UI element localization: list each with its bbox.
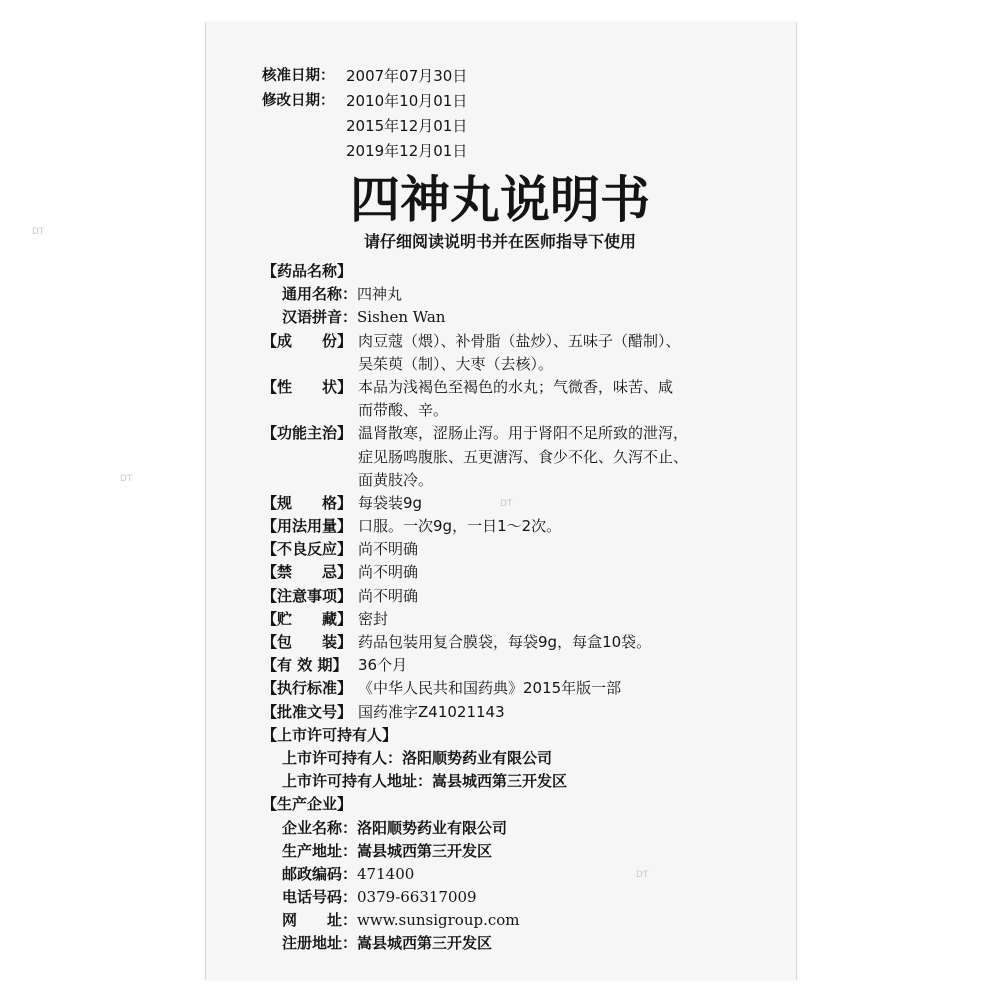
website: www.sunsigroup.com xyxy=(357,911,520,930)
approval-label: 【批准文号】 xyxy=(262,702,353,721)
holder-address: 嵩县城西第三开发区 xyxy=(432,772,568,791)
packaging-value: 药品包装用复合膜袋，每袋9g，每盒10袋。 xyxy=(358,633,652,651)
holder-name: 洛阳顺势药业有限公司 xyxy=(402,748,553,767)
usage-label: 【用法用量】 xyxy=(262,517,353,536)
section-manufacturer: 【生产企业】 xyxy=(262,795,353,814)
ingredients-text: 吴茱萸（制）、大枣（去核）。 xyxy=(358,354,554,373)
contraindications-value: 尚不明确 xyxy=(358,563,419,582)
approved-date-label: 核准日期： xyxy=(262,68,335,84)
ingredients-text: 肉豆蔻（煨）、补骨脂（盐炒）、五味子（醋制）、 xyxy=(358,331,681,350)
common-name: 四神丸 xyxy=(357,285,403,304)
phone-number: 0379-66317009 xyxy=(357,888,477,907)
adverse-label: 【不良反应】 xyxy=(262,540,353,559)
usage-value: 口服。一次9g，一日1～2次。 xyxy=(358,517,562,536)
properties-text: 本品为浅褐色至褐色的水丸；气微香，味苦、咸 xyxy=(358,377,674,396)
pinyin-name: Sishen Wan xyxy=(357,308,446,327)
indications-text: 症见肠鸣腹胀、五更溏泻、食少不化、久泻不止、 xyxy=(358,447,689,466)
packaging-label: 【包 装】 xyxy=(262,633,353,651)
company-name: 洛阳顺势药业有限公司 xyxy=(357,818,508,837)
indications-text: 面黄肢冷。 xyxy=(358,470,434,489)
ingredients-label: 【成 份】 xyxy=(262,331,353,350)
revised-date: 2015年12月01日 xyxy=(346,117,468,135)
website-label: 网 址： xyxy=(282,911,358,930)
production-address-label: 生产地址： xyxy=(282,841,358,860)
validity-label: 【有 效 期】 xyxy=(262,656,348,675)
watermark: DT xyxy=(500,499,513,509)
section-holder: 【上市许可持有人】 xyxy=(262,725,398,744)
adverse-value: 尚不明确 xyxy=(358,540,419,559)
contraindications-label: 【禁 忌】 xyxy=(262,563,353,582)
date-block xyxy=(262,64,467,164)
standard-label: 【执行标准】 xyxy=(262,679,353,698)
spec-value: 每袋装9g xyxy=(358,493,423,512)
document-title: 四神丸说明书 xyxy=(350,171,650,229)
phone-label: 电话号码： xyxy=(282,888,358,907)
pinyin-label: 汉语拼音： xyxy=(282,308,358,327)
precautions-value: 尚不明确 xyxy=(358,586,419,605)
document-subtitle: 请仔细阅读说明书并在医师指导下使用 xyxy=(363,232,636,251)
registered-address-label: 注册地址： xyxy=(282,934,358,953)
registered-address: 嵩县城西第三开发区 xyxy=(357,934,493,953)
watermark: DT xyxy=(636,870,649,880)
revised-date-label: 修改日期： xyxy=(262,93,335,109)
precautions-label: 【注意事项】 xyxy=(262,586,353,605)
spec-label: 【规 格】 xyxy=(262,493,353,512)
standard-value: 《中华人民共和国药典》2015年版一部 xyxy=(358,679,622,698)
revised-date: 2010年10月01日 xyxy=(346,92,468,110)
approval-value: 国药准字Z41021143 xyxy=(358,702,505,721)
properties-text: 而带酸、辛。 xyxy=(358,401,449,420)
watermark: DT xyxy=(120,474,133,484)
indications-text: 温肾散寒，涩肠止泻。用于肾阳不足所致的泄泻， xyxy=(358,424,689,443)
validity-value: 36个月 xyxy=(358,656,408,675)
zip-code: 471400 xyxy=(357,864,415,883)
holder-name-label: 上市许可持有人： xyxy=(282,748,403,767)
properties-label: 【性 状】 xyxy=(262,377,353,396)
watermark: DT xyxy=(32,227,45,237)
leaflet-body xyxy=(262,260,762,956)
zip-code-label: 邮政编码： xyxy=(282,864,358,883)
production-address: 嵩县城西第三开发区 xyxy=(357,841,493,860)
storage-value: 密封 xyxy=(358,609,389,628)
common-name-label: 通用名称： xyxy=(282,285,358,304)
indications-label: 【功能主治】 xyxy=(262,424,353,443)
holder-address-label: 上市许可持有人地址： xyxy=(282,772,433,791)
section-drug-name: 【药品名称】 xyxy=(262,262,353,280)
storage-label: 【贮 藏】 xyxy=(262,609,353,628)
revised-date: 2019年12月01日 xyxy=(346,142,468,160)
company-name-label: 企业名称： xyxy=(282,818,358,837)
approved-date: 2007年07月30日 xyxy=(346,67,468,85)
